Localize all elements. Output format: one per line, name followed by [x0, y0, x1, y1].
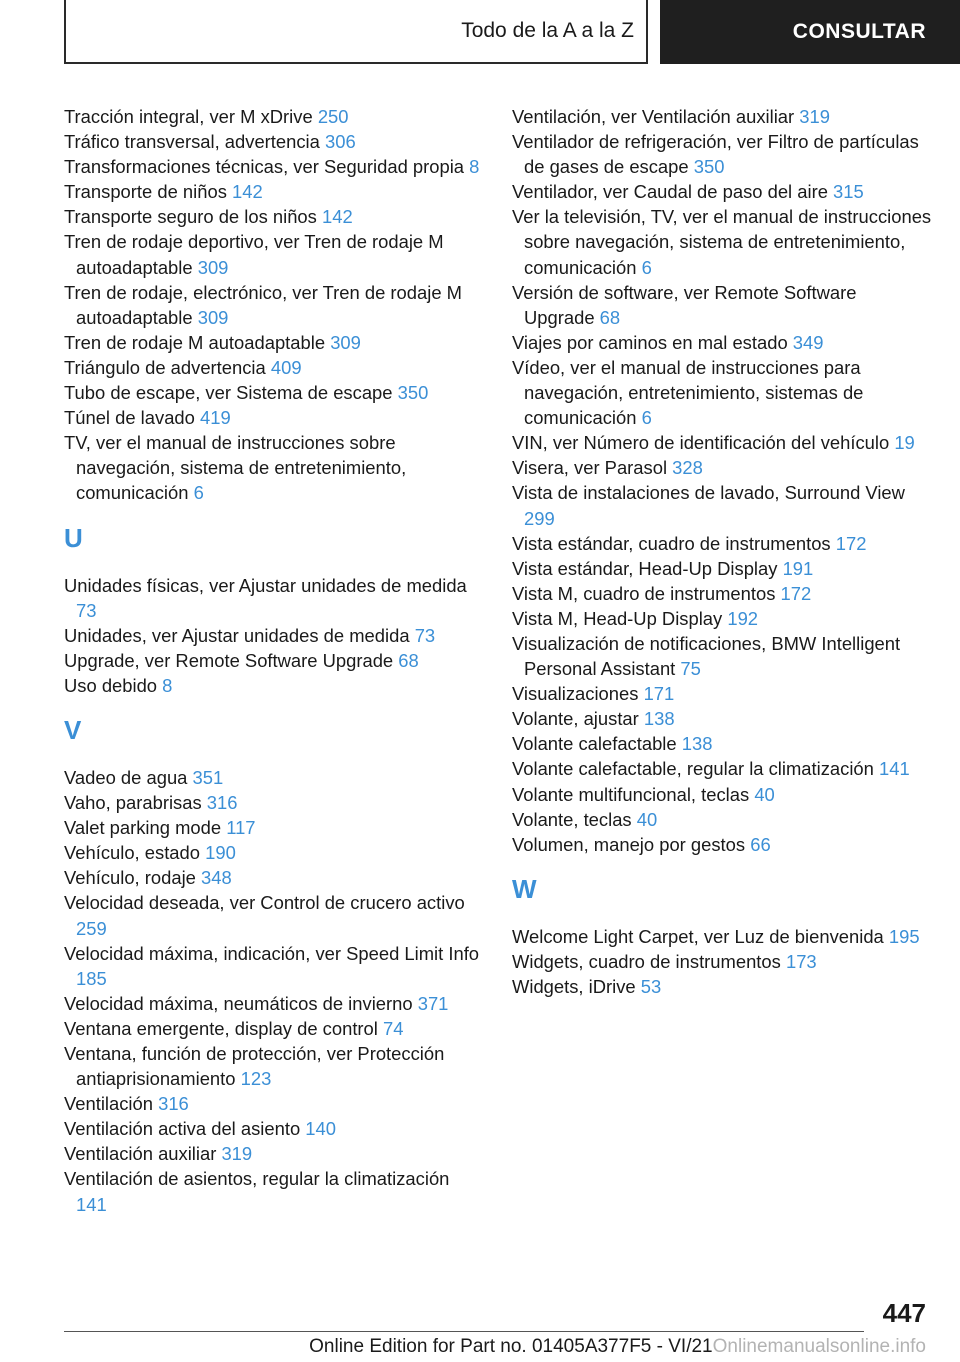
index-entry-page-link[interactable]: 309: [197, 306, 229, 328]
index-entry-text: Vista estándar, cuadro de instrumentos: [512, 532, 831, 554]
index-letter-heading: V: [64, 714, 82, 745]
index-entry-text: Tren de rodaje, electrónico, ver Tren de rodaje M autoadaptable: [64, 281, 462, 328]
index-entry: [64, 790, 484, 815]
index-entry-text: Tren de rodaje M autoadaptable: [64, 331, 326, 353]
index-entry-page-link[interactable]: 19: [894, 432, 915, 454]
index-entry-text: Ventana, función de protección, ver Protección antiaprisionamiento: [64, 1043, 445, 1090]
header-tab[interactable]: [660, 0, 960, 64]
index-entry-page-link[interactable]: 316: [158, 1093, 189, 1115]
index-entry-page-link[interactable]: 68: [398, 649, 419, 671]
index-entry-text: Ventana emergente, display de control: [64, 1017, 378, 1039]
index-entry: [512, 974, 932, 999]
index-entry-page-link[interactable]: 68: [599, 306, 621, 328]
index-entry-page-link[interactable]: 53: [640, 976, 662, 997]
index-entry: [64, 1166, 484, 1216]
index-entry: [64, 573, 484, 623]
index-entry: [512, 782, 932, 807]
index-entry: [512, 631, 932, 681]
index-entry-text: Túnel de lavado: [64, 407, 195, 429]
index-entry: [512, 531, 932, 556]
index-entry-page-link[interactable]: 142: [232, 181, 263, 203]
index-entry: [512, 807, 932, 832]
index-entry: [64, 280, 484, 330]
index-entry-text: Vaho, parabrisas: [64, 792, 202, 814]
index-entry: [64, 991, 484, 1016]
index-entry-page-link[interactable]: 117: [226, 817, 256, 839]
index-entry: [64, 179, 484, 204]
index-entry-page-link[interactable]: 40: [754, 783, 775, 805]
index-entry-text: Volante, ajustar: [512, 708, 639, 730]
index-entry: [512, 949, 932, 974]
index-entry-page-link[interactable]: 350: [397, 382, 429, 404]
index-entry-page-link[interactable]: 348: [201, 867, 232, 889]
index-entry-page-link[interactable]: 141: [76, 1193, 107, 1215]
index-entry-page-link[interactable]: 309: [197, 256, 229, 278]
index-entry-page-link[interactable]: 6: [641, 407, 652, 429]
index-entry-page-link[interactable]: 190: [205, 842, 236, 864]
index-entry-text: Volante multifuncional, teclas: [512, 783, 750, 805]
index-entry: [512, 606, 932, 631]
index-entry: [512, 731, 932, 756]
index-entry: [64, 380, 484, 405]
index-entry-text: Ventilador de refrigeración, ver Filtro de partículas de gases de escape: [512, 131, 919, 178]
index-entry-text: Widgets, iDrive: [512, 976, 636, 997]
index-entry-text: Upgrade, ver Remote Software Upgrade: [64, 649, 394, 671]
index-entry-text: Vista estándar, Head-Up Display: [512, 557, 778, 579]
index-entry-page-link[interactable]: 172: [835, 532, 867, 554]
index-entry-page-link[interactable]: 73: [76, 599, 97, 621]
index-entry-page-link[interactable]: 350: [693, 156, 725, 178]
index-entry-page-link[interactable]: 306: [325, 131, 356, 153]
index-entry: [512, 204, 932, 279]
index-entry-page-link[interactable]: 195: [888, 925, 920, 947]
index-entry: [64, 865, 484, 890]
index-entry: [512, 104, 932, 129]
index-entry-page-link[interactable]: 75: [680, 658, 701, 680]
index-entry-page-link[interactable]: 328: [672, 457, 703, 479]
tab-label: CONSULTAR: [792, 20, 926, 43]
index-entry-page-link[interactable]: 349: [792, 331, 824, 353]
header-section-title: [64, 0, 648, 64]
index-entry-text: Valet parking mode: [64, 817, 222, 839]
index-entry-page-link[interactable]: 138: [681, 733, 713, 755]
index-entry: [512, 330, 932, 355]
index-entry-page-link[interactable]: 8: [469, 156, 480, 178]
index-entry: [64, 229, 484, 279]
index-entry: [64, 1116, 484, 1141]
index-entry: [64, 330, 484, 355]
index-entry-text: Viajes por caminos en mal estado: [512, 331, 788, 353]
index-entry: [64, 104, 484, 129]
index-entry: [512, 430, 932, 455]
index-entry-text: Versión de software, ver Remote Software Upgrade: [512, 281, 857, 328]
index-entry-page-link[interactable]: 409: [270, 356, 302, 378]
index-entry-text: Ventilación de asientos, regular la climatización: [64, 1168, 450, 1190]
index-entry-text: Transporte de niños: [64, 181, 227, 203]
index-entry: [64, 840, 484, 865]
index-entry-page-link[interactable]: 419: [200, 407, 231, 429]
index-entry-page-link[interactable]: 319: [221, 1143, 253, 1165]
index-entry-page-link[interactable]: 173: [785, 950, 817, 972]
index-column-right: [512, 104, 932, 999]
index-entry-text: Tubo de escape, ver Sistema de escape: [64, 382, 393, 404]
index-entry-text: Tren de rodaje deportivo, ver Tren de rodaje M autoadaptable: [64, 231, 444, 278]
index-entry: [512, 455, 932, 480]
index-entry-text: Ventilación, ver Ventilación auxiliar: [512, 106, 795, 127]
index-entry-page-link[interactable]: 6: [193, 482, 204, 504]
index-entry: [64, 154, 484, 179]
index-entry-text: Volante calefactable, regular la climatización: [512, 758, 874, 780]
index-entry: [512, 556, 932, 581]
index-entry: [512, 681, 932, 706]
index-entry-page-link[interactable]: 123: [240, 1068, 272, 1090]
index-entry: [64, 1016, 484, 1041]
index-entry-text: Transformaciones técnicas, ver Seguridad propia: [64, 156, 465, 178]
index-entry: [64, 204, 484, 229]
index-entry-text: Tracción integral, ver M xDrive: [64, 106, 313, 127]
index-entry: [512, 480, 932, 530]
index-letter-heading: U: [64, 522, 83, 553]
index-letter-heading: W: [512, 873, 537, 904]
index-entry: [64, 129, 484, 154]
index-entry-page-link[interactable]: 66: [750, 833, 771, 855]
index-entry-page-link[interactable]: 74: [383, 1017, 404, 1039]
index-entry-page-link[interactable]: 141: [879, 758, 910, 780]
index-entry-text: VIN, ver Número de identificación del vehículo: [512, 432, 890, 454]
index-entry-text: Welcome Light Carpet, ver Luz de bienvenida: [512, 925, 884, 947]
index-entry-page-link[interactable]: 138: [643, 708, 675, 730]
index-entry-text: Ventilación auxiliar: [64, 1143, 217, 1165]
footer-divider: [64, 1331, 864, 1332]
index-entry-page-link[interactable]: 259: [76, 917, 107, 939]
index-entry-text: Ventilación: [64, 1093, 153, 1115]
index-entry-text: Tráfico transversal, advertencia: [64, 131, 320, 153]
index-entry: [64, 815, 484, 840]
index-entry-page-link[interactable]: 319: [799, 106, 830, 127]
index-entry: [64, 1141, 484, 1166]
index-entry: [64, 1041, 484, 1091]
index-entry-page-link[interactable]: 171: [643, 683, 675, 705]
index-entry-text: Vista M, Head-Up Display: [512, 607, 723, 629]
index-entry-page-link[interactable]: 299: [524, 507, 555, 529]
index-entry: [64, 941, 484, 991]
index-entry-text: Vehículo, estado: [64, 842, 200, 864]
index-entry-text: Velocidad deseada, ver Control de crucero activo: [64, 892, 465, 914]
index-entry-text: TV, ver el manual de instrucciones sobre navegación, sistema de entretenimiento, comunicación: [64, 432, 407, 504]
index-entry-text: Unidades, ver Ajustar unidades de medida: [64, 624, 410, 646]
index-entry-text: Ventilación activa del asiento: [64, 1118, 301, 1140]
index-entry-page-link[interactable]: 309: [330, 331, 361, 353]
index-entry: [512, 924, 932, 949]
index-entry-page-link[interactable]: 192: [727, 607, 759, 629]
index-entry-page-link[interactable]: 185: [76, 967, 107, 989]
index-entry-page-link[interactable]: 250: [317, 106, 349, 127]
index-entry: [512, 179, 932, 204]
index-entry: [64, 355, 484, 380]
index-entry-text: Volante calefactable: [512, 733, 677, 755]
index-entry-text: Vídeo, ver el manual de instrucciones para navegación, entretenimiento, sistemas de comunicación: [512, 356, 864, 429]
footer: [0, 1336, 926, 1358]
index-entry: [64, 673, 484, 698]
footer-edition: Online Edition for Part no. 01405A377F5 - VI/21: [309, 1336, 713, 1357]
index-entry-text: Unidades físicas, ver Ajustar unidades de medida: [64, 574, 467, 596]
index-entry-page-link[interactable]: 315: [833, 181, 864, 203]
index-entry: [64, 1091, 484, 1116]
index-entry-page-link[interactable]: 40: [636, 808, 658, 830]
index-entry: [512, 280, 932, 330]
index-entry-text: Velocidad máxima, indicación, ver Speed Limit Info: [64, 942, 480, 964]
index-entry-text: Ver la televisión, TV, ver el manual de instrucciones sobre navegación, sistema de entretenimiento, comunicación: [512, 206, 932, 278]
index-entry-text: Widgets, cuadro de instrumentos: [512, 950, 781, 972]
index-entry: [512, 706, 932, 731]
index-entry-text: Vista de instalaciones de lavado, Surround View: [512, 482, 905, 504]
index-entry: [64, 430, 484, 505]
index-entry: [512, 832, 932, 857]
index-entry-page-link[interactable]: 316: [206, 792, 238, 814]
index-entry: [64, 623, 484, 648]
index-entry-page-link[interactable]: 191: [782, 557, 814, 579]
index-entry-text: Uso debido: [64, 674, 158, 696]
index-entry-text: Vehículo, rodaje: [64, 867, 196, 889]
index-entry-text: Vadeo de agua: [64, 766, 188, 788]
index-entry: [64, 648, 484, 673]
index-entry: [512, 581, 932, 606]
index-entry-page-link[interactable]: 8: [162, 674, 173, 696]
index-entry: [512, 129, 932, 179]
index-entry-text: Ventilador, ver Caudal de paso del aire: [512, 181, 828, 203]
index-entry: [64, 765, 484, 790]
index-entry: [64, 890, 484, 940]
index-entry-text: Visera, ver Parasol: [512, 457, 668, 479]
index-entry: [512, 355, 932, 430]
index-entry-text: Visualizaciones: [512, 683, 639, 705]
section-title: Todo de la A a la Z: [461, 19, 634, 42]
index-entry: [64, 405, 484, 430]
index-entry-page-link[interactable]: 142: [321, 206, 353, 228]
index-entry-text: Vista M, cuadro de instrumentos: [512, 582, 776, 604]
index-entry-text: Velocidad máxima, neumáticos de invierno: [64, 992, 413, 1014]
footer-site: Onlinemanualsonline.info: [712, 1336, 926, 1357]
index-entry-text: Triángulo de advertencia: [64, 356, 266, 378]
index-entry-page-link[interactable]: 351: [192, 766, 224, 788]
index-entry-text: Transporte seguro de los niños: [64, 206, 317, 228]
page-number: 447: [882, 1298, 926, 1328]
index-entry-text: Volumen, manejo por gestos: [512, 833, 746, 855]
index-entry: [512, 756, 932, 781]
index-entry-page-link[interactable]: 172: [780, 582, 812, 604]
index-entry-text: Visualización de notificaciones, BMW Intelligent Personal Assistant: [512, 632, 901, 680]
index-entry-page-link[interactable]: 140: [305, 1118, 336, 1140]
index-entry-page-link[interactable]: 371: [417, 992, 449, 1014]
index-entry-page-link[interactable]: 6: [641, 256, 652, 278]
index-column-left: [64, 104, 484, 1217]
index-entry-text: Volante, teclas: [512, 808, 632, 830]
index-entry-page-link[interactable]: 73: [414, 624, 436, 646]
